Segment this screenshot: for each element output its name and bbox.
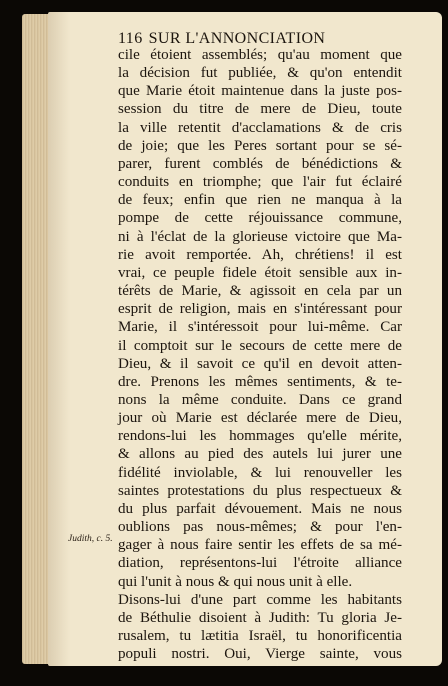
text-line: parer, furent comblés de bénédictions &: [118, 155, 402, 172]
text-line: de feux; enfin que rien ne manqua à la: [118, 192, 402, 209]
text-line: rusalem, tu lætitia Israël, tu honorificentia: [118, 628, 402, 644]
text-line: il comptoit sur le secours de cette mere de: [118, 337, 402, 354]
text-line: gager à nous faire sentir les effets de sa mé-: [118, 537, 402, 554]
text-line: session du titre de mere de Dieu, toute: [118, 101, 402, 118]
text-line: nons la même conduite. Dans ce grand: [118, 391, 402, 408]
text-line: pompe de cette réjouissance commune,: [118, 210, 402, 227]
text-line: jour où Marie est déclarée mere de Dieu,: [118, 410, 402, 427]
text-line: rendons-lui les hommages qu'elle mérite,: [118, 428, 402, 445]
text-line: vrai, ce peuple fidele étoit sensible aux in-: [118, 264, 402, 281]
text-line: cile étoient assemblés; qu'au moment que: [118, 47, 402, 63]
text-line: oublions pas nous-mêmes; & pour l'en-: [118, 519, 402, 536]
text-line: la décision fut publiée, & qu'on entendit: [118, 65, 402, 82]
text-line: de Béthulie disoient à Judith: Tu gloria Je-: [118, 609, 402, 626]
text-line: & allons au pied des autels lui jurer une: [118, 446, 402, 463]
text-line: de joie; que les Peres sortant pour se sé-: [118, 137, 402, 154]
text-line: ni à l'éclat de la glorieuse victoire que Ma-: [118, 228, 402, 245]
text-line: fidélité inviolable, & lui renouveller les: [118, 464, 402, 481]
text-line: Dieu, & il savoit ce qu'il en devoit atten-: [118, 355, 402, 372]
text-line: qui l'unit à nous & qui nous unit à elle.: [118, 573, 353, 590]
text-line: conduits en triomphe; que l'air fut éclairé: [118, 174, 402, 191]
page-number: 116: [118, 30, 143, 47]
text-line: que Marie étoit maintenue dans la juste pos-: [118, 83, 402, 100]
text-line: diation, représentons-lui l'étroite alliance: [118, 555, 402, 572]
text-line: Disons-lui d'une part comme les habitants: [118, 591, 402, 608]
text-line: Marie, il s'intéressoit pour lui-même. Car: [118, 319, 402, 336]
running-title: SUR L'ANNONCIATION: [148, 30, 326, 47]
text-line: la ville retentit d'acclamations & de cris: [118, 119, 402, 136]
body-text: [118, 46, 402, 663]
text-line: esprit de religion, mais en s'intéressant pour: [118, 301, 402, 318]
text-line: saintes protestations du plus respectueux &: [118, 482, 402, 499]
text-line: térêts de Marie, & agissoit en cela par un: [118, 283, 402, 300]
text-line: rie avoit remportée. Ah, chrétiens! il est: [118, 246, 402, 263]
text-line: populi nostri. Oui, Vierge sainte, vous: [118, 646, 402, 663]
text-line: dre. Prenons les mêmes sentiments, & te-: [118, 373, 402, 390]
text-line: du plus parfait dévouement. Mais ne nous: [118, 500, 402, 517]
margin-citation: Judith, c. 5.: [68, 534, 113, 544]
